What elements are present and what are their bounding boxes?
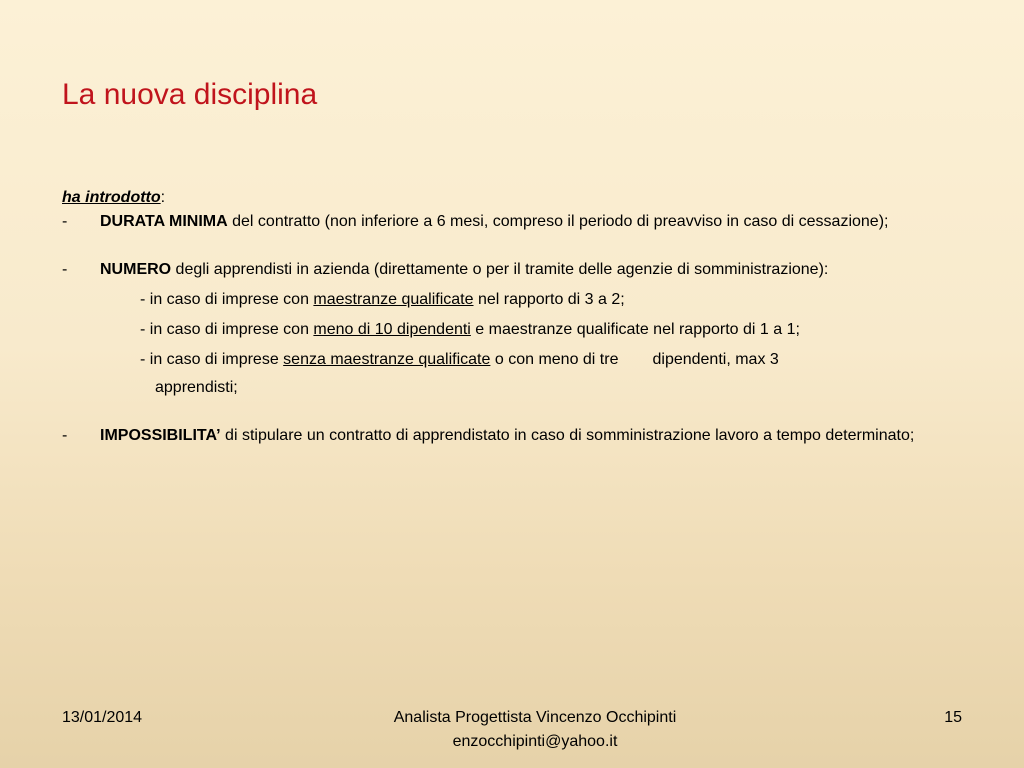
slide-title: La nuova disciplina (62, 78, 318, 111)
bullet-item-durata (62, 210, 962, 234)
sub-suffix-2: dipendenti, max 3 (652, 351, 779, 368)
bullet-keyword: DURATA MINIMA (100, 213, 228, 230)
bullet-keyword: IMPOSSIBILITA’ (100, 427, 221, 444)
bullet-dash: - (62, 213, 68, 230)
footer-date: 13/01/2014 (62, 709, 143, 726)
bullet-text: di stipulare un contratto di apprendistato in caso di somministrazione lavoro a tempo determinato; (220, 427, 915, 444)
sub-underlined: meno di 10 dipendenti (313, 321, 471, 338)
footer-author (300, 706, 770, 754)
bullet-keyword: NUMERO (100, 261, 172, 278)
footer-author-email: enzocchipinti@yahoo.it (452, 733, 618, 750)
intro-colon: : (160, 189, 166, 206)
sub-item-senza-maestranze (62, 348, 962, 372)
intro-emphasis: ha introdotto (62, 189, 161, 206)
footer-author-name: Analista Progettista Vincenzo Occhipinti (393, 709, 677, 726)
sub-suffix: e maestranze qualificate nel rapporto di 1 a 1; (470, 321, 800, 338)
bullet-item-numero (62, 258, 962, 282)
bullet-dash: - (62, 427, 68, 444)
slide-body (62, 186, 962, 448)
sub-suffix: nel rapporto di 3 a 2; (473, 291, 625, 308)
sub-prefix: - in caso di imprese (140, 351, 284, 368)
sub-underlined: maestranze qualificate (313, 291, 474, 308)
bullet-item-impossibilita (62, 424, 962, 448)
sub-item-continuation: apprendisti; (155, 379, 238, 396)
page-number: 15 (944, 709, 962, 726)
bullet-text: del contratto (non inferiore a 6 mesi, compreso il periodo di preavviso in caso di cessazione); (227, 213, 889, 230)
sub-item-meno-dipendenti (62, 318, 962, 342)
intro-line (62, 186, 962, 210)
bullet-text: degli apprendisti in azienda (direttamente o per il tramite delle agenzie di somministrazione): (171, 261, 829, 278)
bullet-dash: - (62, 261, 68, 278)
sub-prefix: - in caso di imprese con (140, 291, 314, 308)
sub-item-qualificate (62, 288, 962, 312)
sub-prefix: - in caso di imprese con (140, 321, 314, 338)
sub-suffix: o con meno di tre (490, 351, 619, 368)
sub-underlined: senza maestranze qualificate (283, 351, 491, 368)
